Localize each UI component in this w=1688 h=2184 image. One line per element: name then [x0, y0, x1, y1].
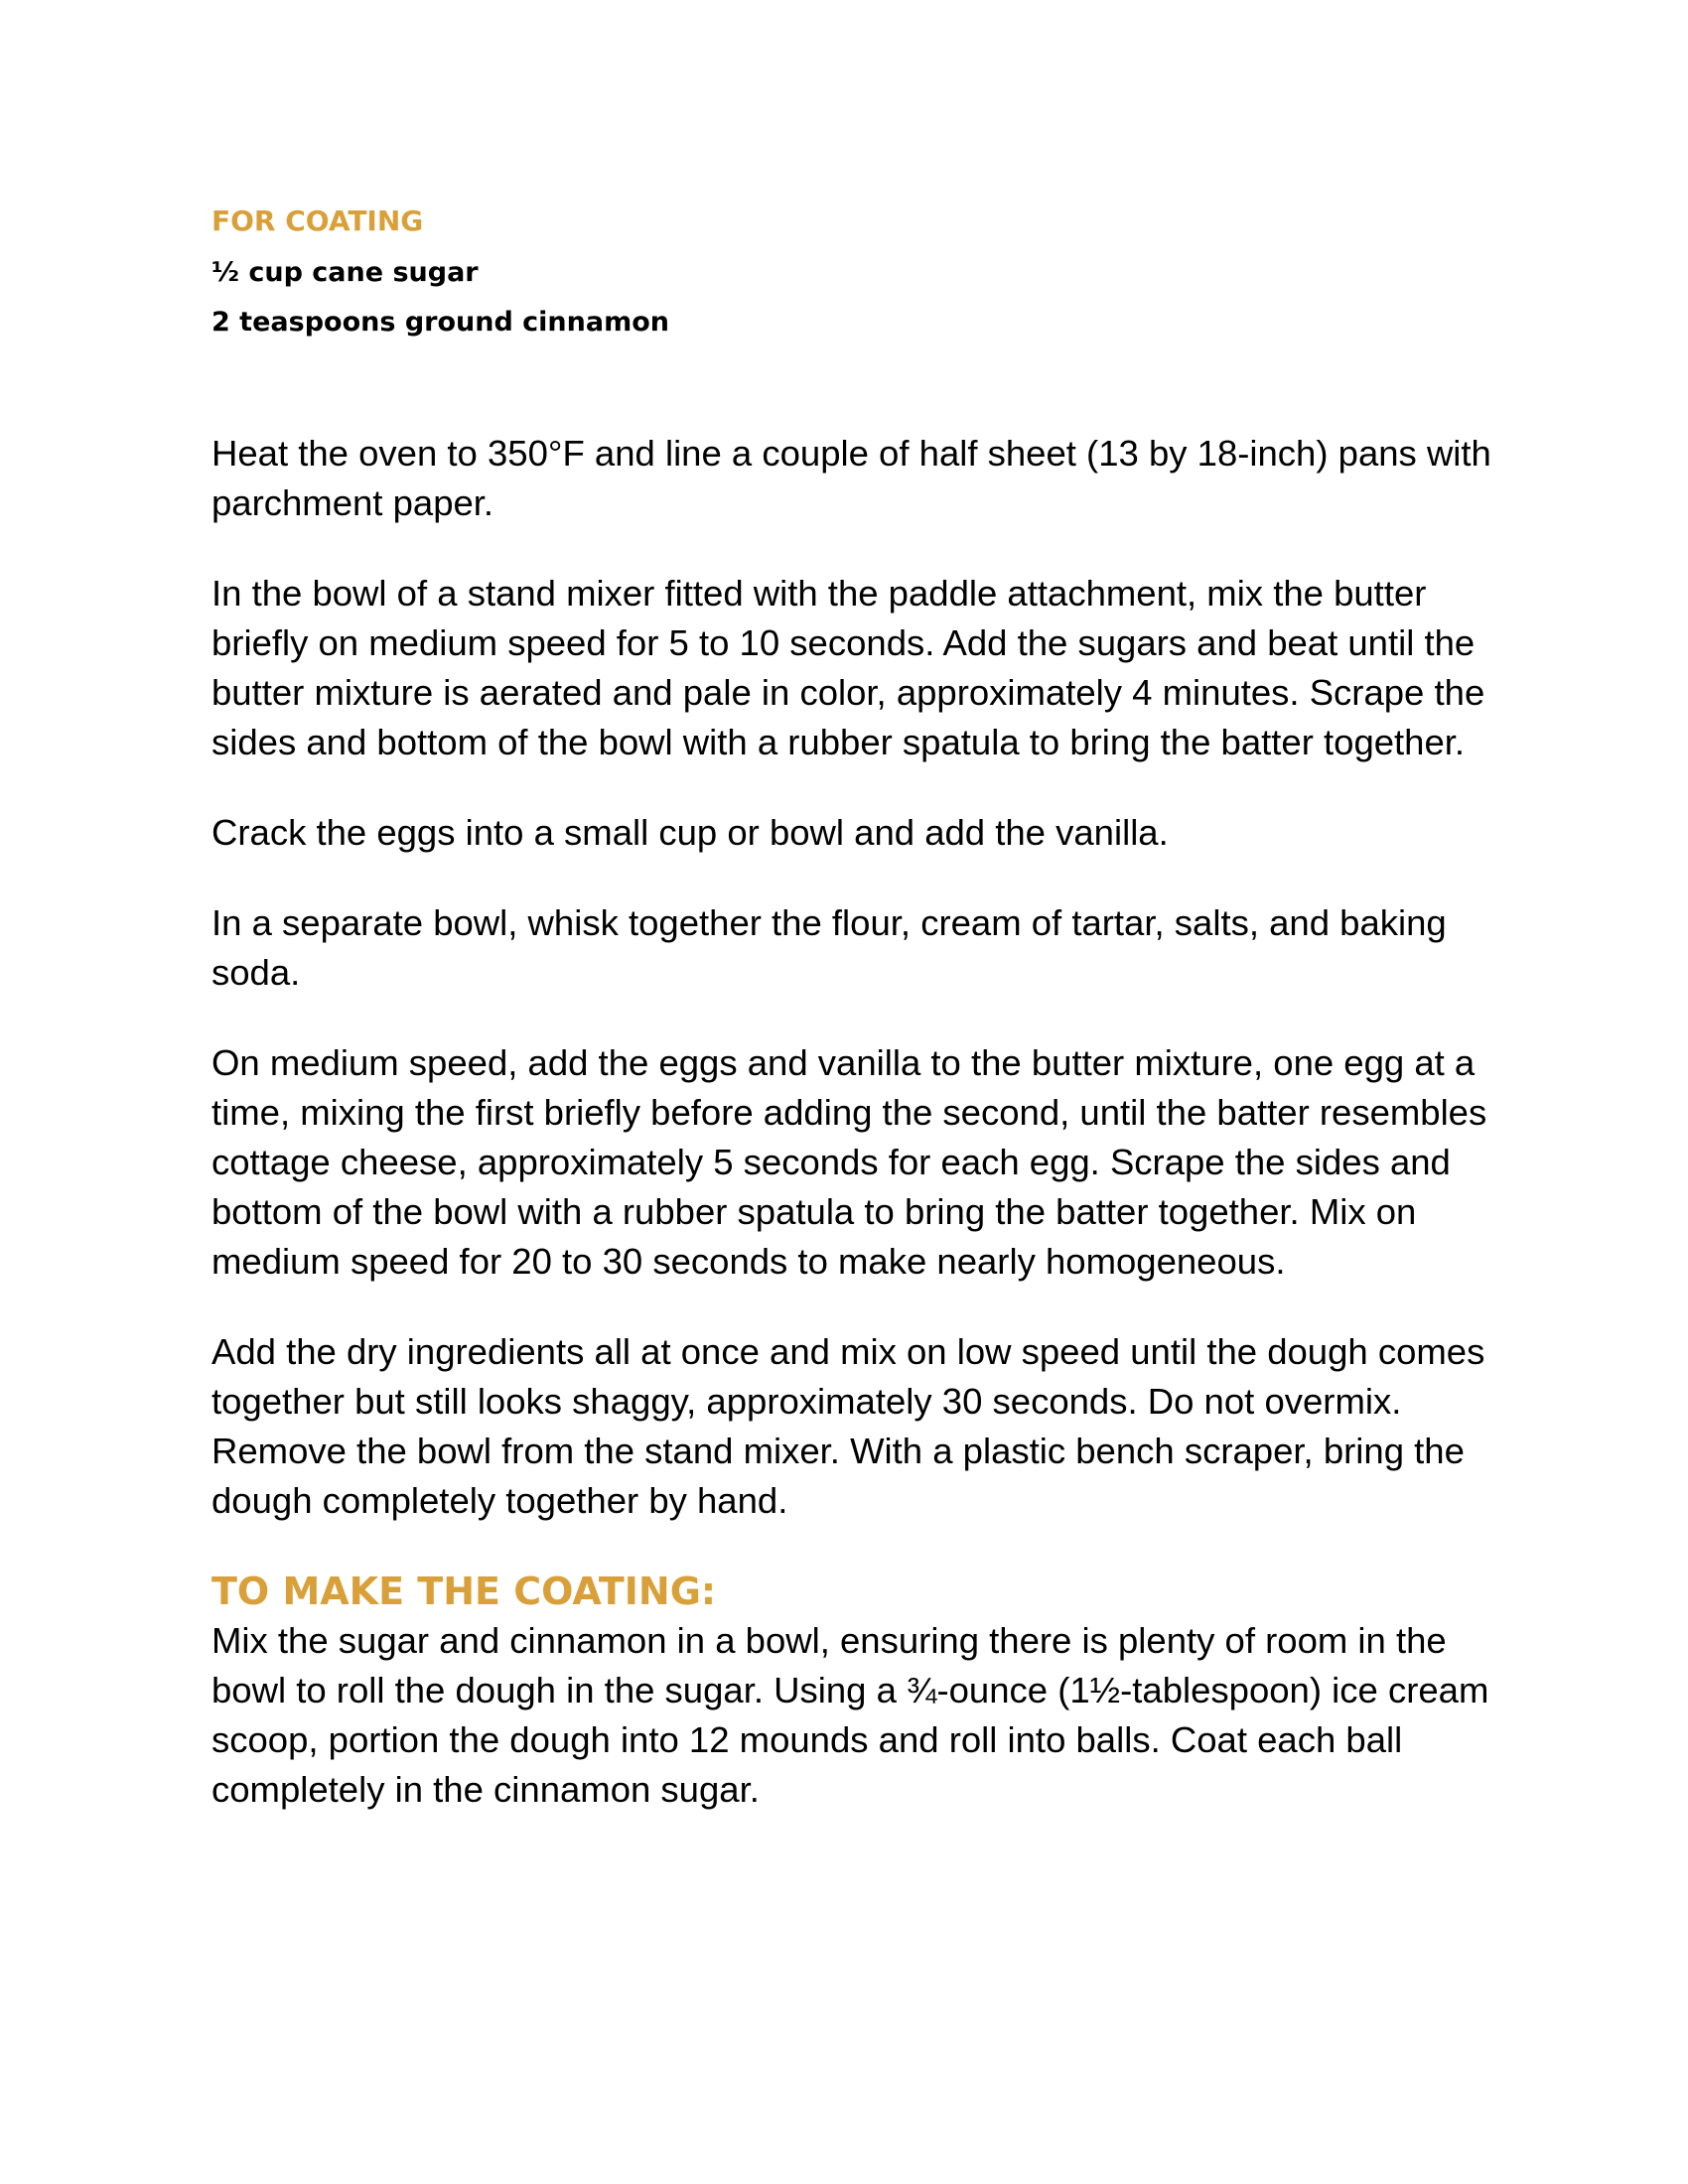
coating-ingredients-header: FOR COATING — [211, 205, 424, 237]
coating-ingredient-list — [211, 254, 669, 353]
step-paragraph: Heat the oven to 350°F and line a couple of half sheet (13 by 18-inch) pans with parchment paper. — [211, 433, 1491, 523]
step-paragraph: Add the dry ingredients all at once and mix on low speed until the dough comes together but still looks shaggy, approximately 30 seconds. Do not overmix. Remove the bowl from the stand mixer. With a plastic bench scraper, bring the dough completely together by hand. — [211, 1331, 1485, 1521]
coating-section-heading: TO MAKE THE COATING: — [211, 1570, 717, 1613]
method-steps — [211, 429, 1492, 1815]
step-paragraph: In a separate bowl, whisk together the flour, cream of tartar, salts, and baking soda. — [211, 902, 1447, 993]
step-paragraph: Crack the eggs into a small cup or bowl and add the vanilla. — [211, 812, 1169, 853]
step-paragraph: On medium speed, add the eggs and vanilla to the butter mixture, one egg at a time, mixing the first briefly before adding the second, until the batter resembles cottage cheese, approximately 5 seconds for each egg. Scrape the sides and bottom of the bowl with a rubber spatula to bring the batter together. Mix on medium speed for 20 to 30 seconds to make nearly homogeneous. — [211, 1042, 1487, 1282]
coating-instructions: Mix the sugar and cinnamon in a bowl, ensuring there is plenty of room in the bowl to roll the dough in the sugar. Using a ¾-ounce (1½-tablespoon) ice cream scoop, portion the dough into 12 mounds and roll into balls. Coat each ball completely in the cinnamon sugar. — [211, 1620, 1489, 1810]
step-paragraph: In the bowl of a stand mixer fitted with the paddle attachment, mix the butter briefly on medium speed for 5 to 10 seconds. Add the sugars and beat until the butter mixture is aerated and pale in color, approximately 4 minutes. Scrape the sides and bottom of the bowl with a rubber spatula to bring the batter together. — [211, 573, 1485, 762]
ingredient-item: 2 teaspoons ground cinnamon — [211, 307, 670, 338]
ingredient-item: ½ cup cane sugar — [211, 257, 479, 288]
